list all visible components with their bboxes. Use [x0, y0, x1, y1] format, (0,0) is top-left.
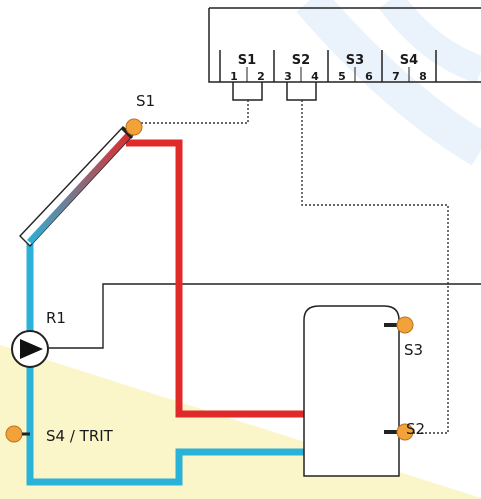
pin-5-label: 5: [338, 70, 346, 83]
pump-power-wire: [30, 284, 481, 348]
pin-7-label: 7: [392, 70, 400, 83]
pin-6-label: 6: [365, 70, 373, 83]
pin-1-label: 1: [230, 70, 238, 83]
collector-sensor-icon: [126, 119, 142, 135]
collector-sensor-label: S1: [136, 92, 156, 110]
terminal-s2-label: S2: [291, 53, 311, 68]
terminal-s4-label: S4: [399, 53, 419, 68]
storage-tank: [304, 306, 399, 476]
tank-upper-sensor-icon: [397, 317, 413, 333]
pump-label: R1: [46, 309, 66, 327]
terminal-s1-label: S1: [237, 53, 257, 68]
tank-lower-sensor-label: S2: [406, 420, 426, 438]
return-sensor-icon: [6, 426, 22, 442]
pin-4-label: 4: [311, 70, 319, 83]
tank-upper-sensor-label: S3: [404, 341, 424, 359]
s1-connector-bracket: [233, 82, 262, 100]
pin-8-label: 8: [419, 70, 427, 83]
s2-connector-bracket: [287, 82, 316, 100]
return-sensor-label: S4 / TRIT: [46, 427, 113, 445]
pin-3-label: 3: [284, 70, 292, 83]
pin-2-label: 2: [257, 70, 265, 83]
terminal-s3-label: S3: [345, 53, 365, 68]
solar-collector: [20, 127, 133, 246]
pump-symbol: [12, 331, 48, 367]
